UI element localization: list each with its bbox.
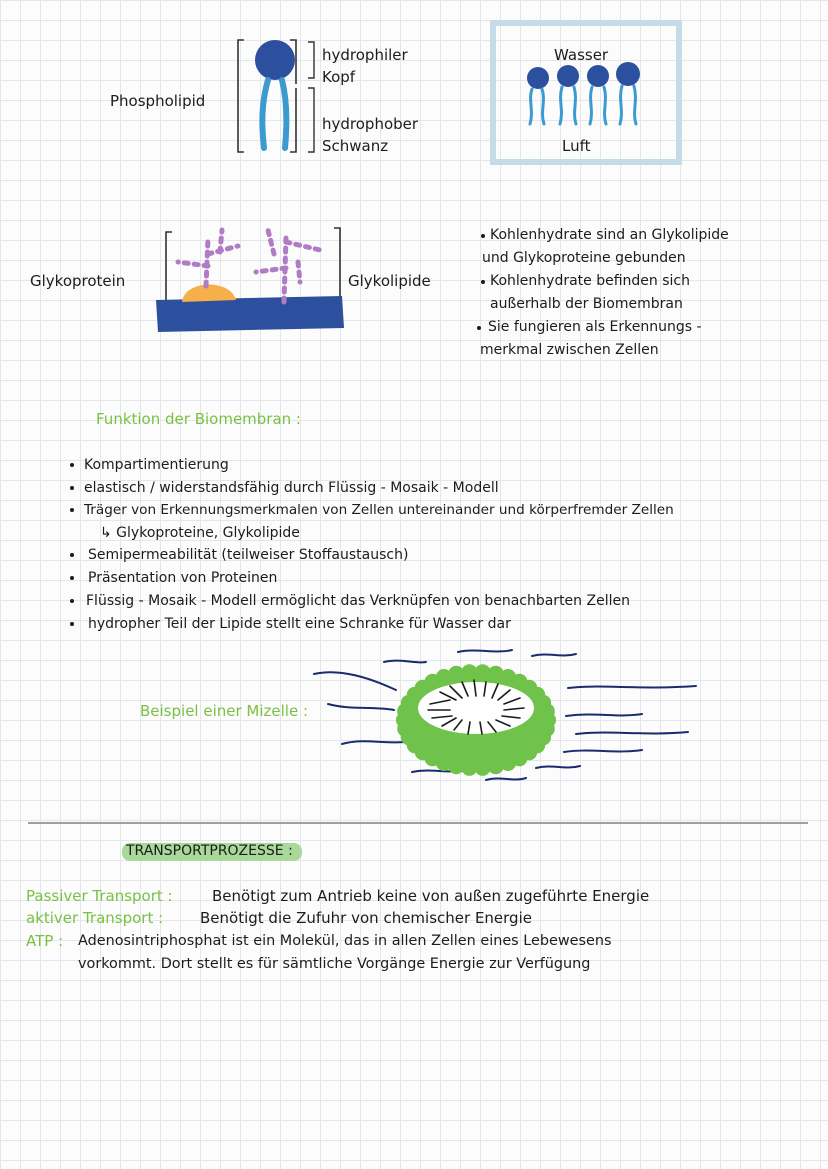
glycoprotein-label: Glykoprotein (30, 272, 126, 290)
function-item: elastisch / widerstandsfähig durch Flüssig - Mosaik - Modell (84, 480, 499, 496)
function-item: Träger von Erkennungsmerkmalen von Zellen untereinander und körperfremder Zellen (84, 502, 674, 518)
function-bullet (70, 576, 74, 580)
phospholipid-label: Phospholipid (110, 92, 206, 110)
glyco-note-line: außerhalb der Biomembran (490, 296, 683, 312)
passive-transport-term: Passiver Transport : (26, 887, 173, 905)
active-transport-text: Benötigt die Zufuhr von chemischer Energie (200, 909, 532, 927)
transport-title: TRANSPORTPROZESSE : (126, 843, 293, 859)
glyco-note-line: Kohlenhydrate sind an Glykolipide (490, 227, 729, 243)
note-bullet (481, 280, 485, 284)
phospholipid-diagram (230, 34, 330, 159)
function-bullet (70, 553, 74, 557)
glyco-note-line: und Glykoproteine gebunden (482, 250, 686, 266)
function-item: hydropher Teil der Lipide stellt eine Schranke für Wasser dar (88, 616, 511, 632)
function-title: Funktion der Biomembran : (96, 410, 301, 428)
function-subitem: ↳ Glykoproteine, Glykolipide (100, 525, 300, 541)
function-bullet (70, 508, 74, 512)
atp-text-line1: Adenosintriphosphat ist ein Molekül, das in allen Zellen eines Lebewesens (78, 933, 612, 949)
glyco-note-line: Kohlenhydrate befinden sich (490, 273, 690, 289)
function-bullet (70, 622, 74, 626)
head-label-line1: hydrophiler (322, 46, 408, 64)
glyco-note-line: Sie fungieren als Erkennungs - (488, 319, 702, 335)
glycolipid-label: Glykolipide (348, 272, 431, 290)
micelle-diagram (300, 640, 710, 790)
monolayer-diagram (522, 60, 648, 130)
micelle-bead (539, 703, 555, 719)
head-label-line2: Kopf (322, 68, 356, 86)
function-bullet (70, 463, 74, 467)
glycoprotein-protein (182, 284, 236, 302)
air-label: Luft (562, 137, 591, 155)
note-bullet (481, 234, 485, 238)
glyco-membrane-diagram (150, 220, 350, 335)
water-label: Wasser (554, 46, 609, 64)
function-item: Präsentation von Proteinen (88, 570, 278, 586)
active-transport-term: aktiver Transport : (26, 909, 164, 927)
function-item: Flüssig - Mosaik - Modell ermöglicht das Verknüpfen von benachbarten Zellen (86, 593, 630, 609)
function-item: Semipermeabilität (teilweiser Stoffaustausch) (88, 547, 409, 563)
micelle-label: Beispiel einer Mizelle : (140, 702, 309, 720)
function-bullet (70, 599, 74, 603)
tail-label-line1: hydrophober (322, 115, 419, 133)
glyco-note-line: merkmal zwischen Zellen (480, 342, 659, 358)
note-bullet (477, 326, 481, 330)
section-divider (28, 822, 808, 824)
function-item: Kompartimentierung (84, 457, 229, 473)
phospholipid-head (255, 40, 295, 80)
atp-term: ATP : (26, 932, 64, 950)
passive-transport-text: Benötigt zum Antrieb keine von außen zugeführte Energie (212, 887, 650, 905)
atp-text-line2: vorkommt. Dort stellt es für sämtliche Vorgänge Energie zur Verfügung (78, 956, 591, 972)
tail-label-line2: Schwanz (322, 137, 389, 155)
function-bullet (70, 486, 74, 490)
